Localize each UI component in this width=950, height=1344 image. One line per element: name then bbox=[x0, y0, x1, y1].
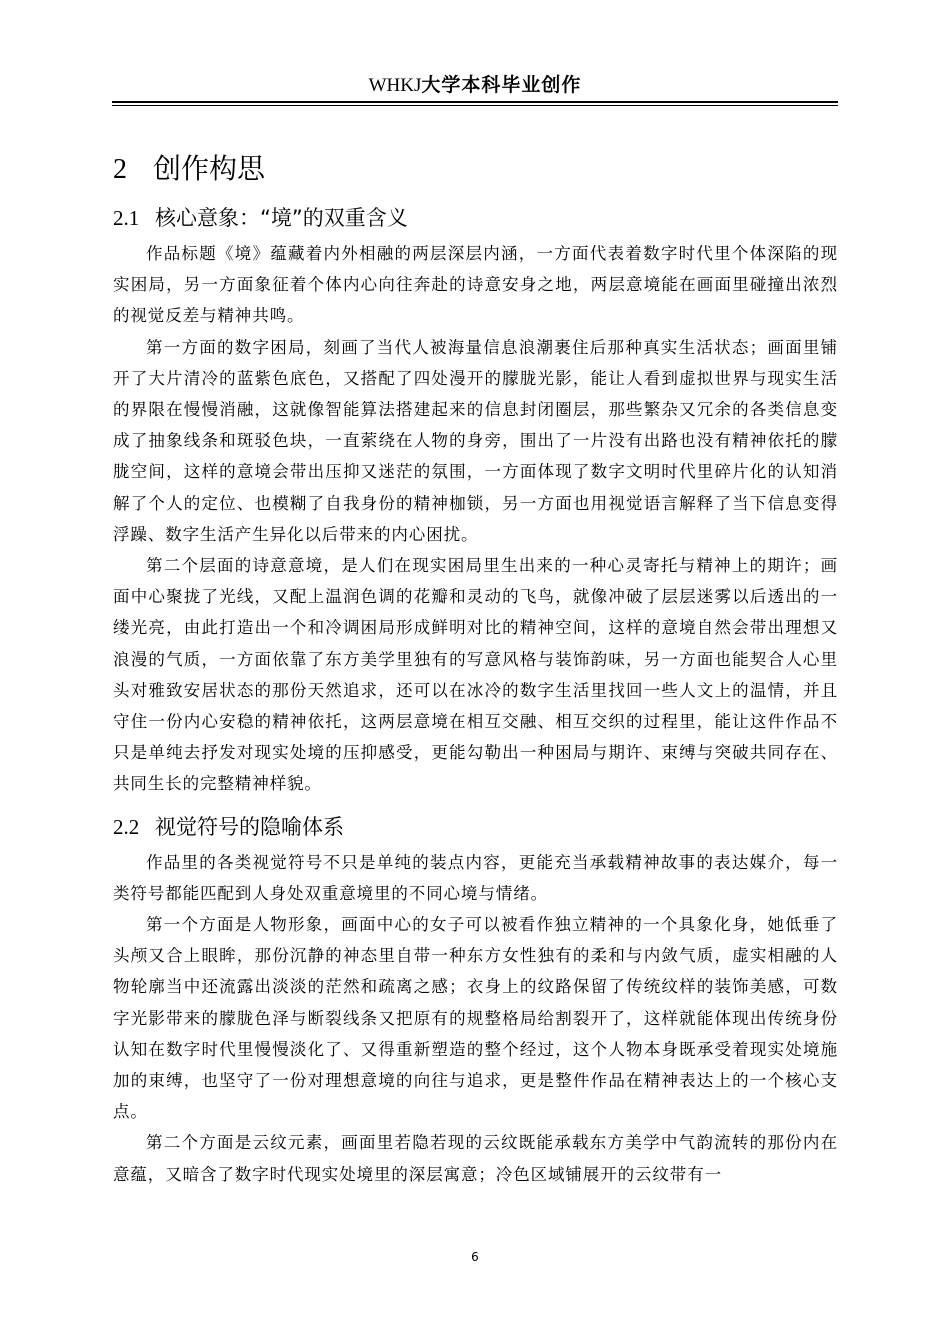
section-title: 核心意象：“境”的双重含义 bbox=[155, 206, 408, 230]
header-code: WHKJ bbox=[368, 75, 422, 96]
paragraph: 第二个方面是云纹元素，画面里若隐若现的云纹既能承载东方美学中气韵流转的那份内在意蕴，又暗含了数字时代现实处境里的深层寓意；冷色区域铺展开的云纹带有一 bbox=[113, 1133, 838, 1184]
paragraph: 作品里的各类视觉符号不只是单纯的装点内容，更能充当承载精神故事的表达媒介，每一类符号都能匹配到人身处双重意境里的不同心境与情绪。 bbox=[113, 852, 838, 903]
paragraph: 作品标题《境》蕴藏着内外相融的两层深层内涵，一方面代表着数字时代里个体深陷的现实困局，另一方面象征着个体内心向往奔赴的诗意安身之地，两层意境能在画面里碰撞出浓烈的视觉反差与精神共鸣。 bbox=[113, 244, 838, 326]
chapter-number: 2 bbox=[113, 154, 127, 185]
section-number: 2.1 bbox=[113, 206, 140, 230]
section-title: 视觉符号的隐喻体系 bbox=[155, 814, 344, 839]
header-title: 大学本科毕业创作 bbox=[421, 74, 582, 96]
section-number: 2.2 bbox=[113, 814, 140, 839]
section-heading-2-1 bbox=[113, 198, 838, 238]
page-body bbox=[113, 140, 838, 1190]
page-number: 6 bbox=[471, 1250, 479, 1264]
header-rule-thick bbox=[112, 101, 838, 103]
running-header bbox=[0, 70, 950, 97]
chapter-title: 创作构思 bbox=[153, 152, 266, 185]
header-rule-thin bbox=[112, 105, 838, 106]
paragraph: 第二个层面的诗意意境，是人们在现实困局里生出来的一种心灵寄托与精神上的期许；画面中心聚拢了光线，又配上温润色调的花瓣和灵动的飞鸟，就像冲破了层层迷雾以后透出的一缕光亮，由此打造出一个和冷调困局形成鲜明对比的精神空间，这样的意境自然会带出理想又浪漫的气质，一方面依靠了东方美学里独有的写意风格与装饰韵味，另一方面也能契合人心里头对雅致安居状态的那份天然追求，还可以在冰冷的数字生活里找回一些人文上的温情，并且守住一份内心安稳的精神依托，这两层意境在相互交融、相互交织的过程里，能让这件作品不只是单纯去抒发对现实处境的压抑感受，更能勾勒出一种困局与期许、束缚与突破共同存在、共同生长的完整精神样貌。 bbox=[113, 556, 838, 794]
paragraph: 第一个方面是人物形象，画面中心的女子可以被看作独立精神的一个具象化身，她低垂了头颅又合上眼眸，那份沉静的神态里自带一种东方女性独有的柔和与内敛气质，虚实相融的人物轮廓当中还流露出淡淡的茫然和疏离之感；衣身上的纹路保留了传统纹样的装饰美感，可数字光影带来的朦胧色泽与断裂线条又把原有的规整格局给割裂开了，这样就能体现出传统身份认知在数字时代里慢慢淡化了、又得重新塑造的整个经过，这个人物本身既承受着现实处境施加的束缚，也坚守了一份对理想意境的向往与追求，更是整件作品在精神表达上的一个核心支点。 bbox=[113, 915, 838, 1122]
section-heading-2-2 bbox=[113, 807, 838, 847]
paragraph: 第一方面的数字困局，刻画了当代人被海量信息浪潮裹住后那种真实生活状态；画面里铺开了大片清冷的蓝紫色底色，又搭配了四处漫开的朦胧光影，能让人看到虚拟世界与现实生活的界限在慢慢消融，这就像智能算法搭建起来的信息封闭圈层，那些繁杂又冗余的各类信息变成了抽象线条和斑驳色块，一直萦绕在人物的身旁，围出了一片没有出路也没有精神依托的朦胧空间，这样的意境会带出压抑又迷茫的氛围，一方面体现了数字文明时代里碎片化的认知消解了个人的定位、也模糊了自我身份的精神枷锁，另一方面也用视觉语言解释了当下信息变得浮躁、数字生活产生异化以后带来的内心困扰。 bbox=[113, 337, 838, 544]
chapter-heading bbox=[113, 140, 838, 198]
